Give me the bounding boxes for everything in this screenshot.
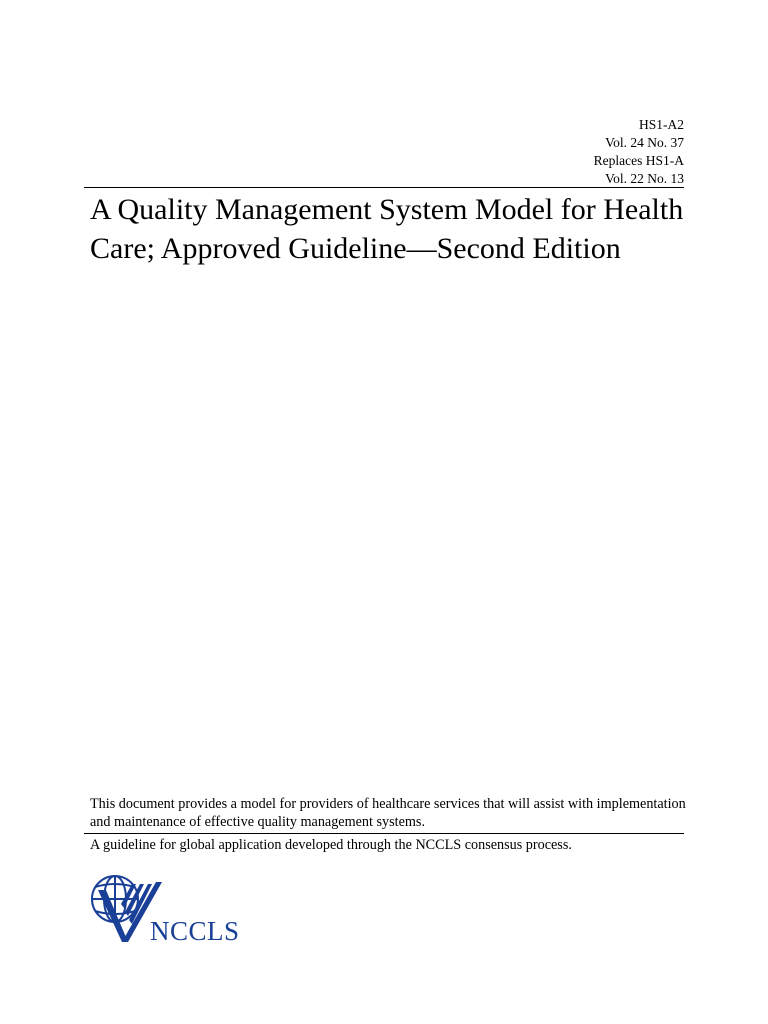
consensus-process-note: A guideline for global application developed through the NCCLS consensus process. [90, 837, 572, 853]
document-code: HS1-A2 [638, 117, 684, 132]
nccls-logo [88, 870, 258, 952]
top-divider [84, 187, 684, 188]
logo-wordmark: NCCLS [150, 916, 240, 946]
document-identifier-block [594, 116, 684, 188]
replaced-volume-number: Vol. 22 No. 13 [605, 171, 684, 186]
document-title: A Quality Management System Model for Health Care; Approved Guideline—Second Edition [90, 193, 684, 265]
middle-divider [84, 833, 684, 834]
document-abstract: This document provides a model for providers of healthcare services that will assist with implementation and maintenance of effective quality management systems. [90, 796, 686, 830]
replaces-note: Replaces HS1-A [593, 153, 684, 168]
volume-number: Vol. 24 No. 37 [605, 135, 684, 150]
